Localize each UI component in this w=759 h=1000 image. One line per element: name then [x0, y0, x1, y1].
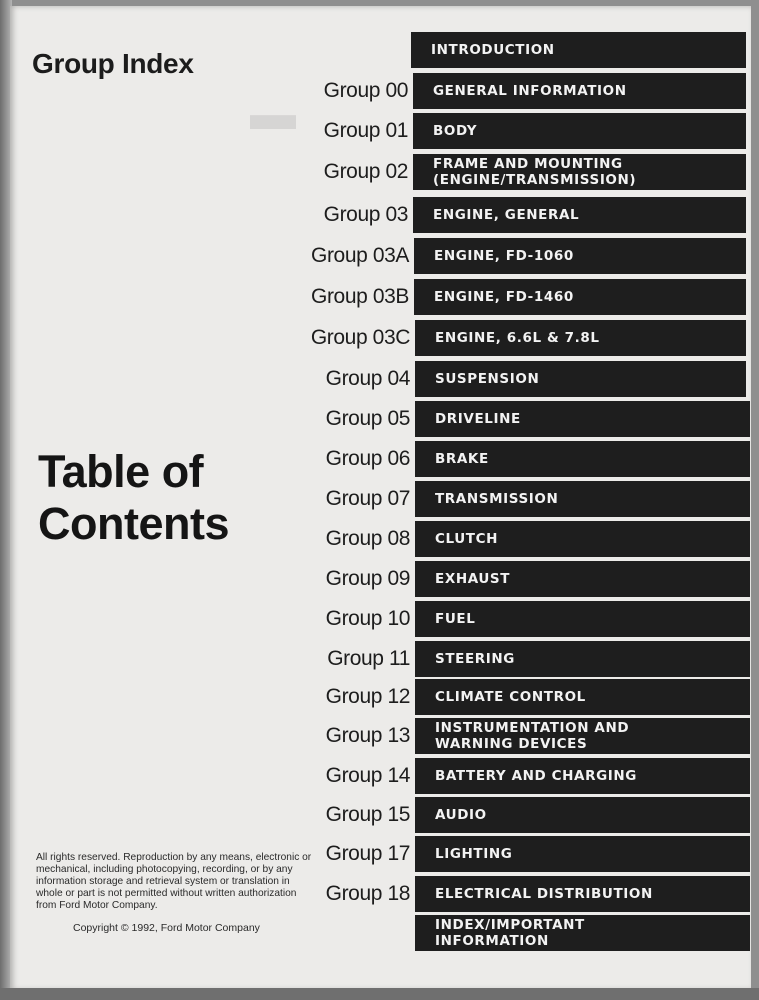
index-tab-title: AUDIO	[435, 807, 487, 823]
index-tab[interactable]	[415, 441, 750, 477]
group-number-label: Group 02	[323, 160, 408, 183]
group-number-label: Group 05	[325, 407, 410, 430]
group-number-label: Group 01	[323, 119, 408, 142]
index-tab-title: BRAKE	[435, 451, 489, 467]
index-tab-title: GENERAL INFORMATION	[433, 83, 627, 99]
group-number-label: Group 04	[325, 367, 410, 390]
index-tab[interactable]	[415, 797, 750, 833]
group-number-label: Group 10	[325, 607, 410, 630]
index-tab-title: TRANSMISSION	[435, 491, 559, 507]
bleed-through-decoration: ▬	[250, 87, 296, 139]
index-tab-title: ENGINE, 6.6L & 7.8L	[435, 330, 600, 346]
index-tab[interactable]	[411, 32, 746, 68]
index-tab-title: INDEX/IMPORTANT INFORMATION	[435, 917, 585, 949]
index-tab[interactable]	[415, 521, 750, 557]
index-tab[interactable]	[415, 601, 750, 637]
index-tab[interactable]	[415, 758, 750, 794]
copyright-line: Copyright © 1992, Ford Motor Company	[73, 922, 260, 934]
index-tab-title: INSTRUMENTATION AND WARNING DEVICES	[435, 720, 630, 752]
group-number-label: Group 17	[325, 842, 410, 865]
index-tab-title: CLUTCH	[435, 531, 499, 547]
index-tab[interactable]	[413, 73, 746, 109]
group-number-label: Group 18	[325, 882, 410, 905]
group-number-label: Group 07	[325, 487, 410, 510]
index-tab[interactable]	[413, 197, 746, 233]
index-tab[interactable]	[415, 641, 750, 677]
index-tab-title: DRIVELINE	[435, 411, 521, 427]
group-number-label: Group 06	[325, 447, 410, 470]
group-number-label: Group 09	[325, 567, 410, 590]
group-number-label: Group 13	[325, 724, 410, 747]
group-number-label: Group 03	[323, 203, 408, 226]
group-number-label: Group 11	[327, 647, 410, 670]
index-tab-title: FUEL	[435, 611, 476, 627]
group-number-label: Group 03B	[311, 285, 409, 308]
index-tab[interactable]	[415, 320, 746, 356]
index-tab-title: ENGINE, FD-1060	[434, 248, 574, 264]
index-tab-title: ENGINE, FD-1460	[434, 289, 574, 305]
table-of-contents-heading	[38, 446, 258, 550]
legal-notice: All rights reserved. Reproduction by any means, electronic or mechanical, including photocopying, recording, or by any information storage and retrieval system or translation in whole or part is not permitted without written authorization from Ford Motor Company.	[36, 852, 312, 911]
index-tab-title: BATTERY AND CHARGING	[435, 768, 637, 784]
index-tab-title: INTRODUCTION	[431, 42, 555, 58]
index-tab[interactable]	[415, 361, 746, 397]
index-tab[interactable]	[415, 915, 750, 951]
index-tab[interactable]	[415, 876, 750, 912]
group-number-label: Group 00	[323, 79, 408, 102]
index-tab-title: ENGINE, GENERAL	[433, 207, 580, 223]
index-tab[interactable]	[414, 279, 746, 315]
toc-title-text: Table of Contents	[38, 446, 229, 549]
index-tab-title: SUSPENSION	[435, 371, 540, 387]
index-tab-title: LIGHTING	[435, 846, 513, 862]
group-number-label: Group 15	[325, 803, 410, 826]
index-tab[interactable]	[415, 836, 750, 872]
index-tab[interactable]	[415, 718, 750, 754]
index-tab-title: EXHAUST	[435, 571, 511, 587]
group-number-label: Group 14	[325, 764, 410, 787]
index-tab-title: FRAME AND MOUNTING (ENGINE/TRANSMISSION)	[433, 156, 637, 188]
index-tab[interactable]	[413, 154, 746, 190]
group-number-label: Group 12	[325, 685, 410, 708]
index-tab[interactable]	[414, 238, 746, 274]
index-tab[interactable]	[415, 679, 750, 715]
group-index-heading: Group Index	[32, 48, 194, 79]
index-tab[interactable]	[415, 401, 750, 437]
index-tab-title: BODY	[433, 123, 478, 139]
index-tab-title: STEERING	[435, 651, 515, 667]
group-number-label: Group 03A	[311, 244, 409, 267]
table-surface	[0, 988, 759, 1000]
group-number-label: Group 03C	[310, 326, 410, 349]
index-tab-title: CLIMATE CONTROL	[435, 689, 586, 705]
index-tab-title: ELECTRICAL DISTRIBUTION	[435, 886, 653, 902]
group-number-label: Group 08	[325, 527, 410, 550]
index-tab[interactable]	[415, 561, 750, 597]
index-tab[interactable]	[415, 481, 750, 517]
index-tab[interactable]	[413, 113, 746, 149]
